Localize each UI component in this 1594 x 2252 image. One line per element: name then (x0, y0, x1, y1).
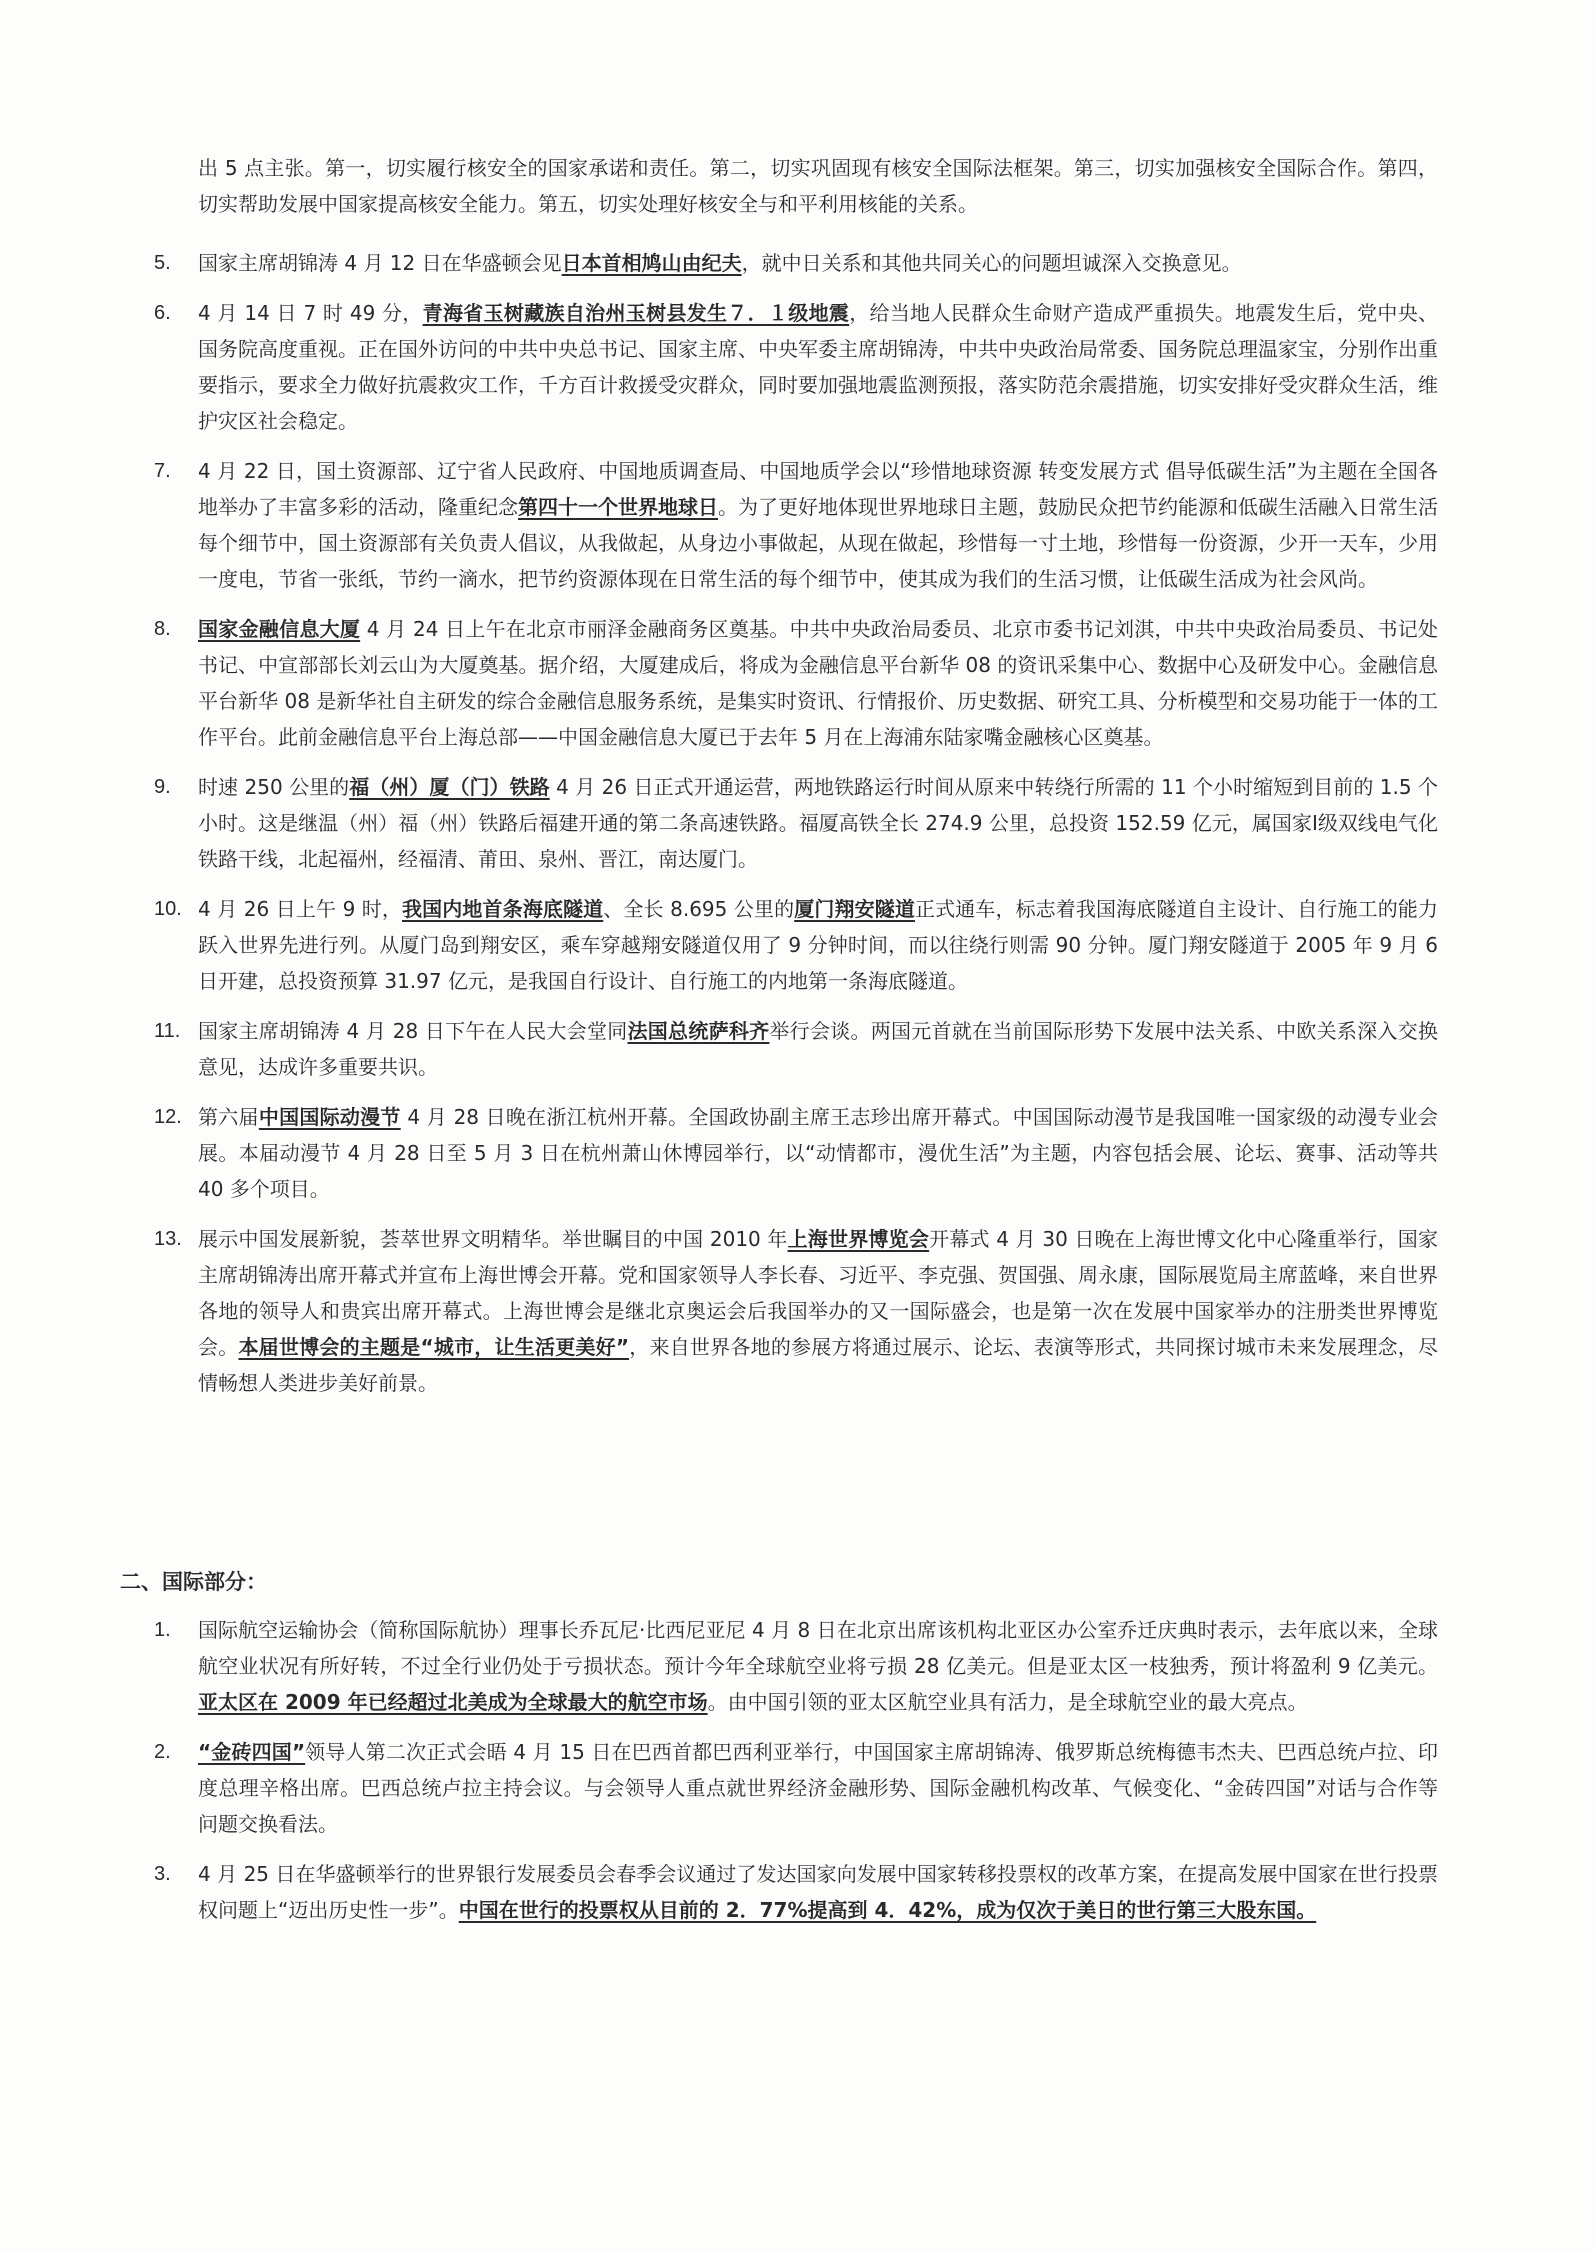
highlight-keyword: 上海世界博览会 (787, 1227, 930, 1251)
highlight-keyword: 第四十一个世界地球日 (518, 495, 718, 519)
item-number: 3. (154, 1863, 171, 1885)
highlight-keyword: 中国在世行的投票权从目前的 2．77%提高到 4．42%，成为仅次于美日的世行第三大股东国。 (458, 1898, 1317, 1922)
item-number: 13. (154, 1228, 182, 1250)
lead-paragraph: 出 5 点主张。第一，切实履行核安全的国家承诺和责任。第二，切实巩固现有核安全国际法框架。第三，切实加强核安全国际合作。第四，切实帮助发展中国家提高核安全能力。第五，切实处理好核安全与和平利用核能的关系。 (198, 156, 1438, 216)
highlight-keyword: 日本首相鸠山由纪夫 (561, 251, 742, 275)
list-item: 8. 国家金融信息大厦 4 月 24 日上午在北京市丽泽金融商务区奠基。中共中央政治局委员、北京市委书记刘淇，中共中央政治局委员、书记处书记、中宣部部长刘云山为大厦奠基。据介绍，大厦建成后，将成为金融信息平台新华 08 的资讯采集中心、数据中心及研发中心。金融信息平台新华 08 是新华社自主研发的综合金融信息服务系统，是集实时资讯、行情报价、历史数据、研究工具、分析模型和交易功能于一体的工作平台。此前金融信息平台上海总部——中国金融信息大厦已于去年 5 月在上海浦东陆家嘴金融核心区奠基。 (0, 611, 1438, 755)
list-item: 2. “金砖四国”领导人第二次正式会晤 4 月 15 日在巴西首都巴西利亚举行，中国国家主席胡锦涛、俄罗斯总统梅德韦杰夫、巴西总统卢拉、印度总理辛格出席。巴西总统卢拉主持会议。与会领导人重点就世界经济金融形势、国际金融机构改革、气候变化、“金砖四国”对话与合作等问题交换看法。 (0, 1734, 1438, 1842)
item-number: 11. (154, 1020, 181, 1042)
highlight-keyword: 国家金融信息大厦 (198, 617, 361, 641)
list-item: 13. 展示中国发展新貌，荟萃世界文明精华。举世瞩目的中国 2010 年上海世界博览会开幕式 4 月 30 日晚在上海世博文化中心隆重举行，国家主席胡锦涛出席开幕式并宣布上海世博会开幕。党和国家领导人李长春、习近平、李克强、贺国强、周永康，国际展览局主席蓝峰，来自世界各地的领导人和贵宾出席开幕式。上海世博会是继北京奥运会后我国举办的又一国际盛会，也是第一次在发展中国家举办的注册类世界博览会。本届世博会的主题是“城市，让生活更美好”，来自世界各地的参展方将通过展示、论坛、表演等形式，共同探讨城市未来发展理念，尽情畅想人类进步美好前景。 (0, 1221, 1438, 1401)
item-number: 2. (154, 1741, 171, 1763)
highlight-keyword: “金砖四国” (198, 1740, 306, 1764)
list-item: 3. 4 月 25 日在华盛顿举行的世界银行发展委员会春季会议通过了发达国家向发展中国家转移投票权的改革方案，在提高发展中国家在世行投票权问题上“迈出历史性一步”。中国在世行的投票权从目前的 2．77%提高到 4．42%，成为仅次于美日的世行第三大股东国。 (0, 1856, 1438, 1928)
list-item: 12. 第六届中国国际动漫节 4 月 28 日晚在浙江杭州开幕。全国政协副主席王志珍出席开幕式。中国国际动漫节是我国唯一国家级的动漫专业会展。本届动漫节 4 月 28 日至 5 月 3 日在杭州萧山休博园举行，以“动情都市，漫优生活”为主题，内容包括会展、论坛、赛事、活动等共 40 多个项目。 (0, 1099, 1438, 1207)
list-item: 10. 4 月 26 日上午 9 时，我国内地首条海底隧道、全长 8.695 公里的厦门翔安隧道正式通车，标志着我国海底隧道自主设计、自行施工的能力跃入世界先进行列。从厦门岛到翔安区，乘车穿越翔安隧道仅用了 9 分钟时间，而以往绕行则需 90 分钟。厦门翔安隧道于 2005 年 9 月 6 日开建，总投资预算 31.97 亿元，是我国自行设计、自行施工的内地第一条海底隧道。 (0, 891, 1438, 999)
item-number: 9. (154, 776, 171, 798)
highlight-keyword: 我国内地首条海底隧道 (402, 897, 604, 921)
list-item: 9. 时速 250 公里的福（州）厦（门）铁路 4 月 26 日正式开通运营，两地铁路运行时间从原来中转绕行所需的 11 个小时缩短到目前的 1.5 个小时。这是继温（州）福（州）铁路后福建开通的第二条高速铁路。福厦高铁全长 274.9 公里，总投资 152.59 亿元，属国家Ⅰ级双线电气化铁路干线，北起福州，经福清、莆田、泉州、晋江，南达厦门。 (0, 769, 1438, 877)
highlight-keyword: 中国国际动漫节 (258, 1105, 401, 1129)
highlight-keyword: 亚太区在 2009 年已经超过北美成为全球最大的航空市场 (198, 1690, 708, 1714)
highlight-keyword: 福（州）厦（门）铁路 (349, 775, 550, 799)
item-number: 7. (154, 460, 171, 482)
item-number: 6. (154, 302, 171, 324)
section-heading: 二、国际部分： (120, 1570, 267, 1594)
highlight-keyword: 青海省玉树藏族自治州玉树县发生７．１级地震 (422, 301, 850, 325)
item-number: 8. (154, 618, 171, 640)
highlight-keyword: 本届世博会的主题是“城市，让生活更美好” (238, 1335, 630, 1359)
list-item: 1. 国际航空运输协会（简称国际航协）理事长乔瓦尼·比西尼亚尼 4 月 8 日在北京出席该机构北亚区办公室乔迁庆典时表示，去年底以来，全球航空业状况有所好转，不过全行业仍处于亏损状态。预计今年全球航空业将亏损 28 亿美元。但是亚太区一枝独秀，预计将盈利 9 亿美元。亚太区在 2009 年已经超过北美成为全球最大的航空市场。由中国引领的亚太区航空业具有活力，是全球航空业的最大亮点。 (0, 1612, 1438, 1720)
list-item: 5. 国家主席胡锦涛 4 月 12 日在华盛顿会见日本首相鸠山由纪夫，就中日关系和其他共同关心的问题坦诚深入交换意见。 (0, 245, 1438, 281)
highlight-keyword: 厦门翔安隧道 (794, 897, 915, 921)
item-number: 5. (154, 252, 171, 274)
item-number: 1. (154, 1619, 171, 1641)
item-number: 12. (154, 1106, 182, 1128)
international-news-list (0, 1612, 1594, 1942)
domestic-news-list (0, 245, 1594, 1415)
list-item: 6. 4 月 14 日 7 时 49 分，青海省玉树藏族自治州玉树县发生７．１级地震，给当地人民群众生命财产造成严重损失。地震发生后，党中央、国务院高度重视。正在国外访问的中共中央总书记、国家主席、中央军委主席胡锦涛，中共中央政治局常委、国务院总理温家宝，分别作出重要指示，要求全力做好抗震救灾工作，千方百计救援受灾群众，同时要加强地震监测预报，落实防范余震措施，切实安排好受灾群众生活，维护灾区社会稳定。 (0, 295, 1438, 439)
item-number: 10. (154, 898, 182, 920)
highlight-keyword: 法国总统萨科齐 (627, 1019, 770, 1043)
list-item: 7. 4 月 22 日，国土资源部、辽宁省人民政府、中国地质调查局、中国地质学会以“珍惜地球资源 转变发展方式 倡导低碳生活”为主题在全国各地举办了丰富多彩的活动，隆重纪念第四十一个世界地球日。为了更好地体现世界地球日主题，鼓励民众把节约能源和低碳生活融入日常生活每个细节中，国土资源部有关负责人倡议，从我做起，从身边小事做起，从现在做起，珍惜每一寸土地，珍惜每一份资源，少开一天车，少用一度电，节省一张纸，节约一滴水，把节约资源体现在日常生活的每个细节中，使其成为我们的生活习惯，让低碳生活成为社会风尚。 (0, 453, 1438, 597)
list-item: 11. 国家主席胡锦涛 4 月 28 日下午在人民大会堂同法国总统萨科齐举行会谈。两国元首就在当前国际形势下发展中法关系、中欧关系深入交换意见，达成许多重要共识。 (0, 1013, 1438, 1085)
